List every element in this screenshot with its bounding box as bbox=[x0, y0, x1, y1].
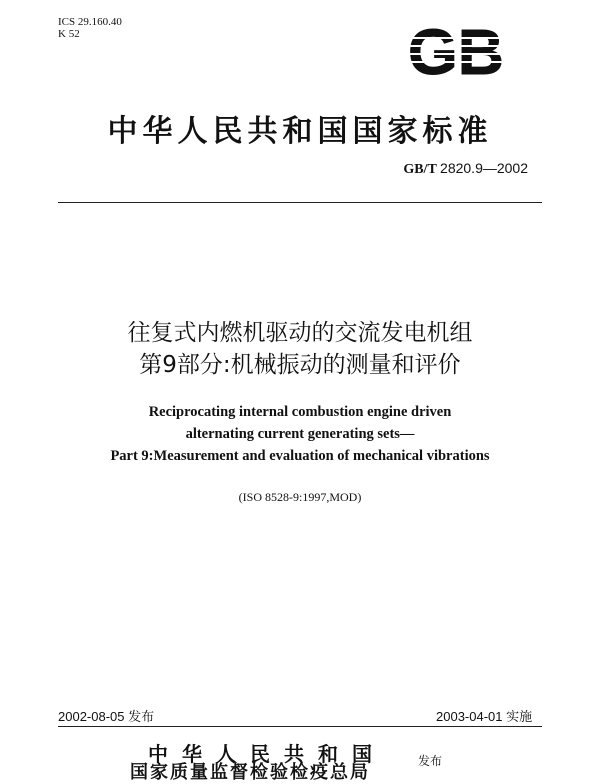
bottom-rule bbox=[58, 726, 542, 727]
ics-code: ICS 29.160.40 bbox=[58, 16, 122, 28]
issuer-action: 发布 bbox=[418, 754, 443, 768]
iso-reference: (ISO 8528-9:1997,MOD) bbox=[238, 490, 362, 504]
issuer-agency: 国家质量监督检验检疫总局 bbox=[130, 762, 370, 783]
title-en-line2: alternating current generating sets— bbox=[185, 426, 415, 442]
classification-code: K 52 bbox=[58, 28, 80, 40]
title-en-line1: Reciprocating internal combustion engine driven bbox=[148, 404, 452, 420]
standard-number-value: 2820.9—2002 bbox=[440, 160, 528, 176]
gb-logo-text: GB bbox=[408, 22, 504, 80]
top-rule bbox=[58, 202, 542, 203]
standard-number bbox=[403, 160, 528, 178]
title-en-line3: Part 9:Measurement and evaluation of mechanical vibrations bbox=[110, 448, 490, 464]
issue-date: 2002-08-05 发布 bbox=[58, 709, 155, 724]
issuer-country: 中华人民共和国 bbox=[148, 742, 386, 766]
standard-prefix: GB/T bbox=[403, 162, 437, 177]
title-zh-line2: 第9部分:机械振动的测量和评价 bbox=[139, 352, 461, 378]
implementation-date: 2003-04-01 实施 bbox=[436, 709, 533, 724]
standard-type-title: 中华人民共和国国家标准 bbox=[107, 114, 493, 149]
title-zh-line1: 往复式内燃机驱动的交流发电机组 bbox=[127, 320, 473, 346]
gb-logo-icon bbox=[404, 22, 508, 80]
gb-logo bbox=[404, 22, 508, 80]
